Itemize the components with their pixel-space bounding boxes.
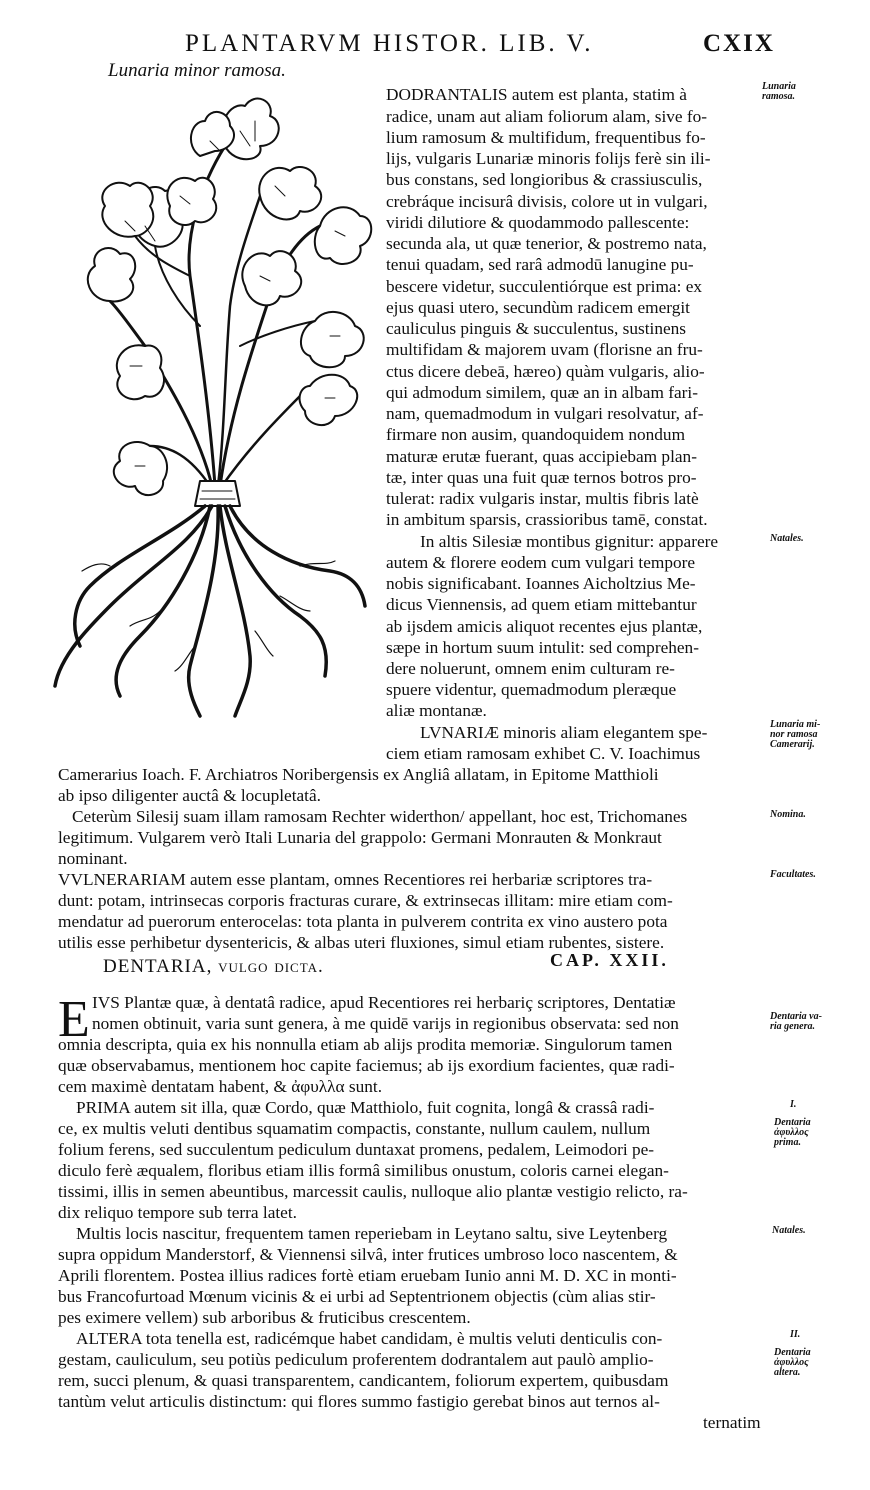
- text-line: dicus Viennensis, ad quem etiam mittebantur: [386, 595, 697, 614]
- text-line: aliæ montanæ.: [386, 701, 487, 720]
- text-line: dix reliquo tempore sub terra latet.: [58, 1203, 297, 1222]
- text-line: bescere videtur, succulentiórque est prima: ex: [386, 277, 703, 296]
- text-line: Camerarius Ioach. F. Archiatros Noribergensis ex Angliâ allatam, in Epitome Matthioli: [58, 765, 659, 784]
- text-line: Ceterùm Silesij suam illam ramosam Rechter widerthon/ appellant, hoc est, Trichomanes: [72, 807, 688, 826]
- text-line: firmare non ausim, quandoquidem nondum: [386, 425, 686, 444]
- margin-note-number-one: I.: [790, 1099, 797, 1110]
- text-line: secunda ala, ut quæ tenerior, & postremo nata,: [386, 234, 707, 253]
- text-line: autem & florere eodem cum vulgari tempore: [386, 553, 696, 572]
- plant-woodcut-illustration: [50, 86, 380, 726]
- text-line: sæpe in hortum suum intulit: sed comprehen-: [386, 638, 699, 657]
- text-line: nam, quemadmodum in vulgari resolvatur, af-: [386, 404, 704, 423]
- text-line: ternatim: [703, 1413, 761, 1432]
- text-line: VVLNERARIAM autem esse plantam, omnes Recentiores rei herbariæ scriptores tra-: [58, 870, 653, 889]
- text-line: qui admodum similem, quæ an in albam fari-: [386, 383, 698, 402]
- text-line: Aprili florentem. Postea illius radices fortè etiam eruebam Iunio anni M. D. XC in monti-: [58, 1266, 677, 1285]
- text-line: tenui quadam, sed rarâ admodū lanugine pu-: [386, 255, 694, 274]
- text-line: ab ijsdem amicis aliquot recentes ejus plantæ,: [386, 617, 703, 636]
- margin-note-number-two: II.: [790, 1329, 801, 1340]
- text-line: bus Francofurtoad Mœnum vicinis & ei urbi ad Septentrionem objectis (cùm alias stir-: [58, 1287, 656, 1306]
- text-line: gestam, cauliculum, seu potiùs pediculum proferentem dodrantalem aut paulò amplio-: [58, 1350, 654, 1369]
- text-line: ALTERA tota tenella est, radicémque habet candidam, è multis veluti denticulis con-: [76, 1329, 663, 1348]
- margin-note-dentaria-altera: Dentaria ἀφυλλος altera.: [774, 1347, 811, 1378]
- text-line: quæ observabamus, mentionem hoc capite faciemus; ab ijs exordium facientes, quæ radi-: [58, 1056, 675, 1075]
- text-line: dere noluerunt, omnem enim culturam re-: [386, 659, 675, 678]
- margin-note-nomina: Nomina.: [770, 809, 806, 820]
- margin-note-lunaria-minor-ramosa: Lunaria mi- nor ramosa Camerarij.: [770, 719, 821, 750]
- text-line: nomen obtinuit, varia sunt genera, à me quidē varijs in regionibus observata: sed non: [92, 1014, 679, 1033]
- text-line: ctus dicere debeā, hæreo) quàm vulgaris, alio-: [386, 362, 705, 381]
- text-line: Multis locis nascitur, frequentem tamen reperiebam in Leytano saltu, sive Leytenberg: [76, 1224, 668, 1243]
- margin-note-dentaria-genera: Dentaria va- ria genera.: [770, 1011, 822, 1032]
- text-line: LVNARIÆ minoris aliam elegantem spe-: [420, 723, 708, 742]
- text-line: ejus quasi utero, secundùm radicem emergit: [386, 298, 690, 317]
- text-line: radice, unam aut aliam foliorum alam, sive fo-: [386, 107, 708, 126]
- margin-note-natales-second: Natales.: [772, 1225, 806, 1236]
- text-line: bus constans, sed longioribus & crassiusculis,: [386, 170, 703, 189]
- text-line: IVS Plantæ quæ, à dentatâ radice, apud Recentiores rei herbariç scriptores, Dentatiæ: [92, 993, 676, 1012]
- text-line: utilis esse perhibetur dysentericis, & albas uteri fluxiones, simul etiam rubentes, sistere.: [58, 933, 665, 952]
- text-line: viridi dilutiore & quodammodo pallescente:: [386, 213, 690, 232]
- text-line: nobis significabant. Ioannes Aicholtzius Me-: [386, 574, 696, 593]
- margin-note-lunaria-ramosa: Lunaria ramosa.: [762, 81, 796, 102]
- text-line: mendatur ad puerorum enterocelas: tota planta in pulverem contrita ex vino austero pota: [58, 912, 668, 931]
- text-line: ciem etiam ramosam exhibet C. V. Ioachimus: [386, 744, 701, 763]
- drop-cap-initial: E: [58, 991, 90, 1048]
- chapter-heading: CAP. XXII.: [550, 950, 669, 970]
- text-line: multifidam & majorem uvam (florisne an fru-: [386, 340, 703, 359]
- text-line: tantùm velut articulis distinctum: qui flores summo fastigio gerebat binos aut ternos al-: [58, 1392, 660, 1411]
- text-line: lium ramosum & multifidum, frequentibus fo-: [386, 128, 706, 147]
- margin-note-natales: Natales.: [770, 533, 804, 544]
- text-line: supra oppidum Manderstorf, & Viennensi silvâ, inter frutices umbroso loco nascentem, &: [58, 1245, 678, 1264]
- text-line: spuere videntur, quemadmodum pleræque: [386, 680, 677, 699]
- margin-note-facultates: Facultates.: [770, 869, 816, 880]
- figure-caption: Lunaria minor ramosa.: [108, 60, 286, 81]
- dentaria-heading: DENTARIA, vulgo dicta.: [103, 956, 324, 977]
- text-line: tæ, inter quas una fuit quæ ternos botros pro-: [386, 468, 697, 487]
- text-line: folium ferens, sed succulentum pediculum duntaxat promens, pedalem, Leimodori pe-: [58, 1140, 655, 1159]
- text-line: diculo ferè æqualem, floribus etiam illis formâ similibus onustum, coloris carnei elegan-: [58, 1161, 669, 1180]
- text-line: cem maximè dentatam habent, & ἀφυλλα sunt.: [58, 1077, 383, 1096]
- text-line: in ambitum sparsis, crassioribus tamē, constat.: [386, 510, 708, 529]
- text-line: tissimi, illis in semen abeuntibus, marcessit caulis, nulloque alio plantæ vestigio relicto, ra-: [58, 1182, 688, 1201]
- text-line: dunt: potam, intrinsecas corporis fracturas curare, & extrinsecas illitam: mire etiam com-: [58, 891, 673, 910]
- text-line: crebráque incisurâ divisis, colore ut in vulgari,: [386, 192, 708, 211]
- text-line: legitimum. Vulgarem verò Itali Lunaria del grappolo: Germani Monrauten & Monkraut: [58, 828, 662, 847]
- page-number: CXIX: [703, 30, 775, 57]
- text-line: tulerat: radix vulgaris instar, multis fibris latè: [386, 489, 699, 508]
- text-line: rem, succi plenum, & quasi transparentem, candicantem, foliorum expertem, quibusdam: [58, 1371, 669, 1390]
- text-line: nominant.: [58, 849, 128, 868]
- text-line: PRIMA autem sit illa, quæ Cordo, quæ Matthiolo, fuit cognita, longâ & crassâ radi-: [76, 1098, 655, 1117]
- text-line: omnia descripta, quia ex his nonnulla etiam ab alijs prodita memoriæ. Singulorum tamen: [58, 1035, 673, 1054]
- text-line: pes eximere vellem) sub arboribus & fruticibus crescentem.: [58, 1308, 471, 1327]
- text-line: ab ipso diligenter auctâ & locupletatâ.: [58, 786, 321, 805]
- text-line: maturæ erutæ fuerant, quas accipiebam plan-: [386, 447, 697, 466]
- text-line: cauliculus pinguis & succulentus, sustinens: [386, 319, 686, 338]
- running-title: PLANTARVM HISTOR. LIB. V.: [185, 30, 594, 57]
- margin-note-dentaria-prima: Dentaria ἀφυλλος prima.: [774, 1117, 811, 1148]
- text-line: In altis Silesiæ montibus gignitur: apparere: [420, 532, 719, 551]
- text-line: DODRANTALIS autem est planta, statim à: [386, 85, 687, 104]
- text-line: lijs, vulgaris Lunariæ minoris folijs ferè sin ili-: [386, 149, 711, 168]
- text-line: ce, ex multis veluti dentibus squamatim compactis, constante, nullum caulem, nullum: [58, 1119, 651, 1138]
